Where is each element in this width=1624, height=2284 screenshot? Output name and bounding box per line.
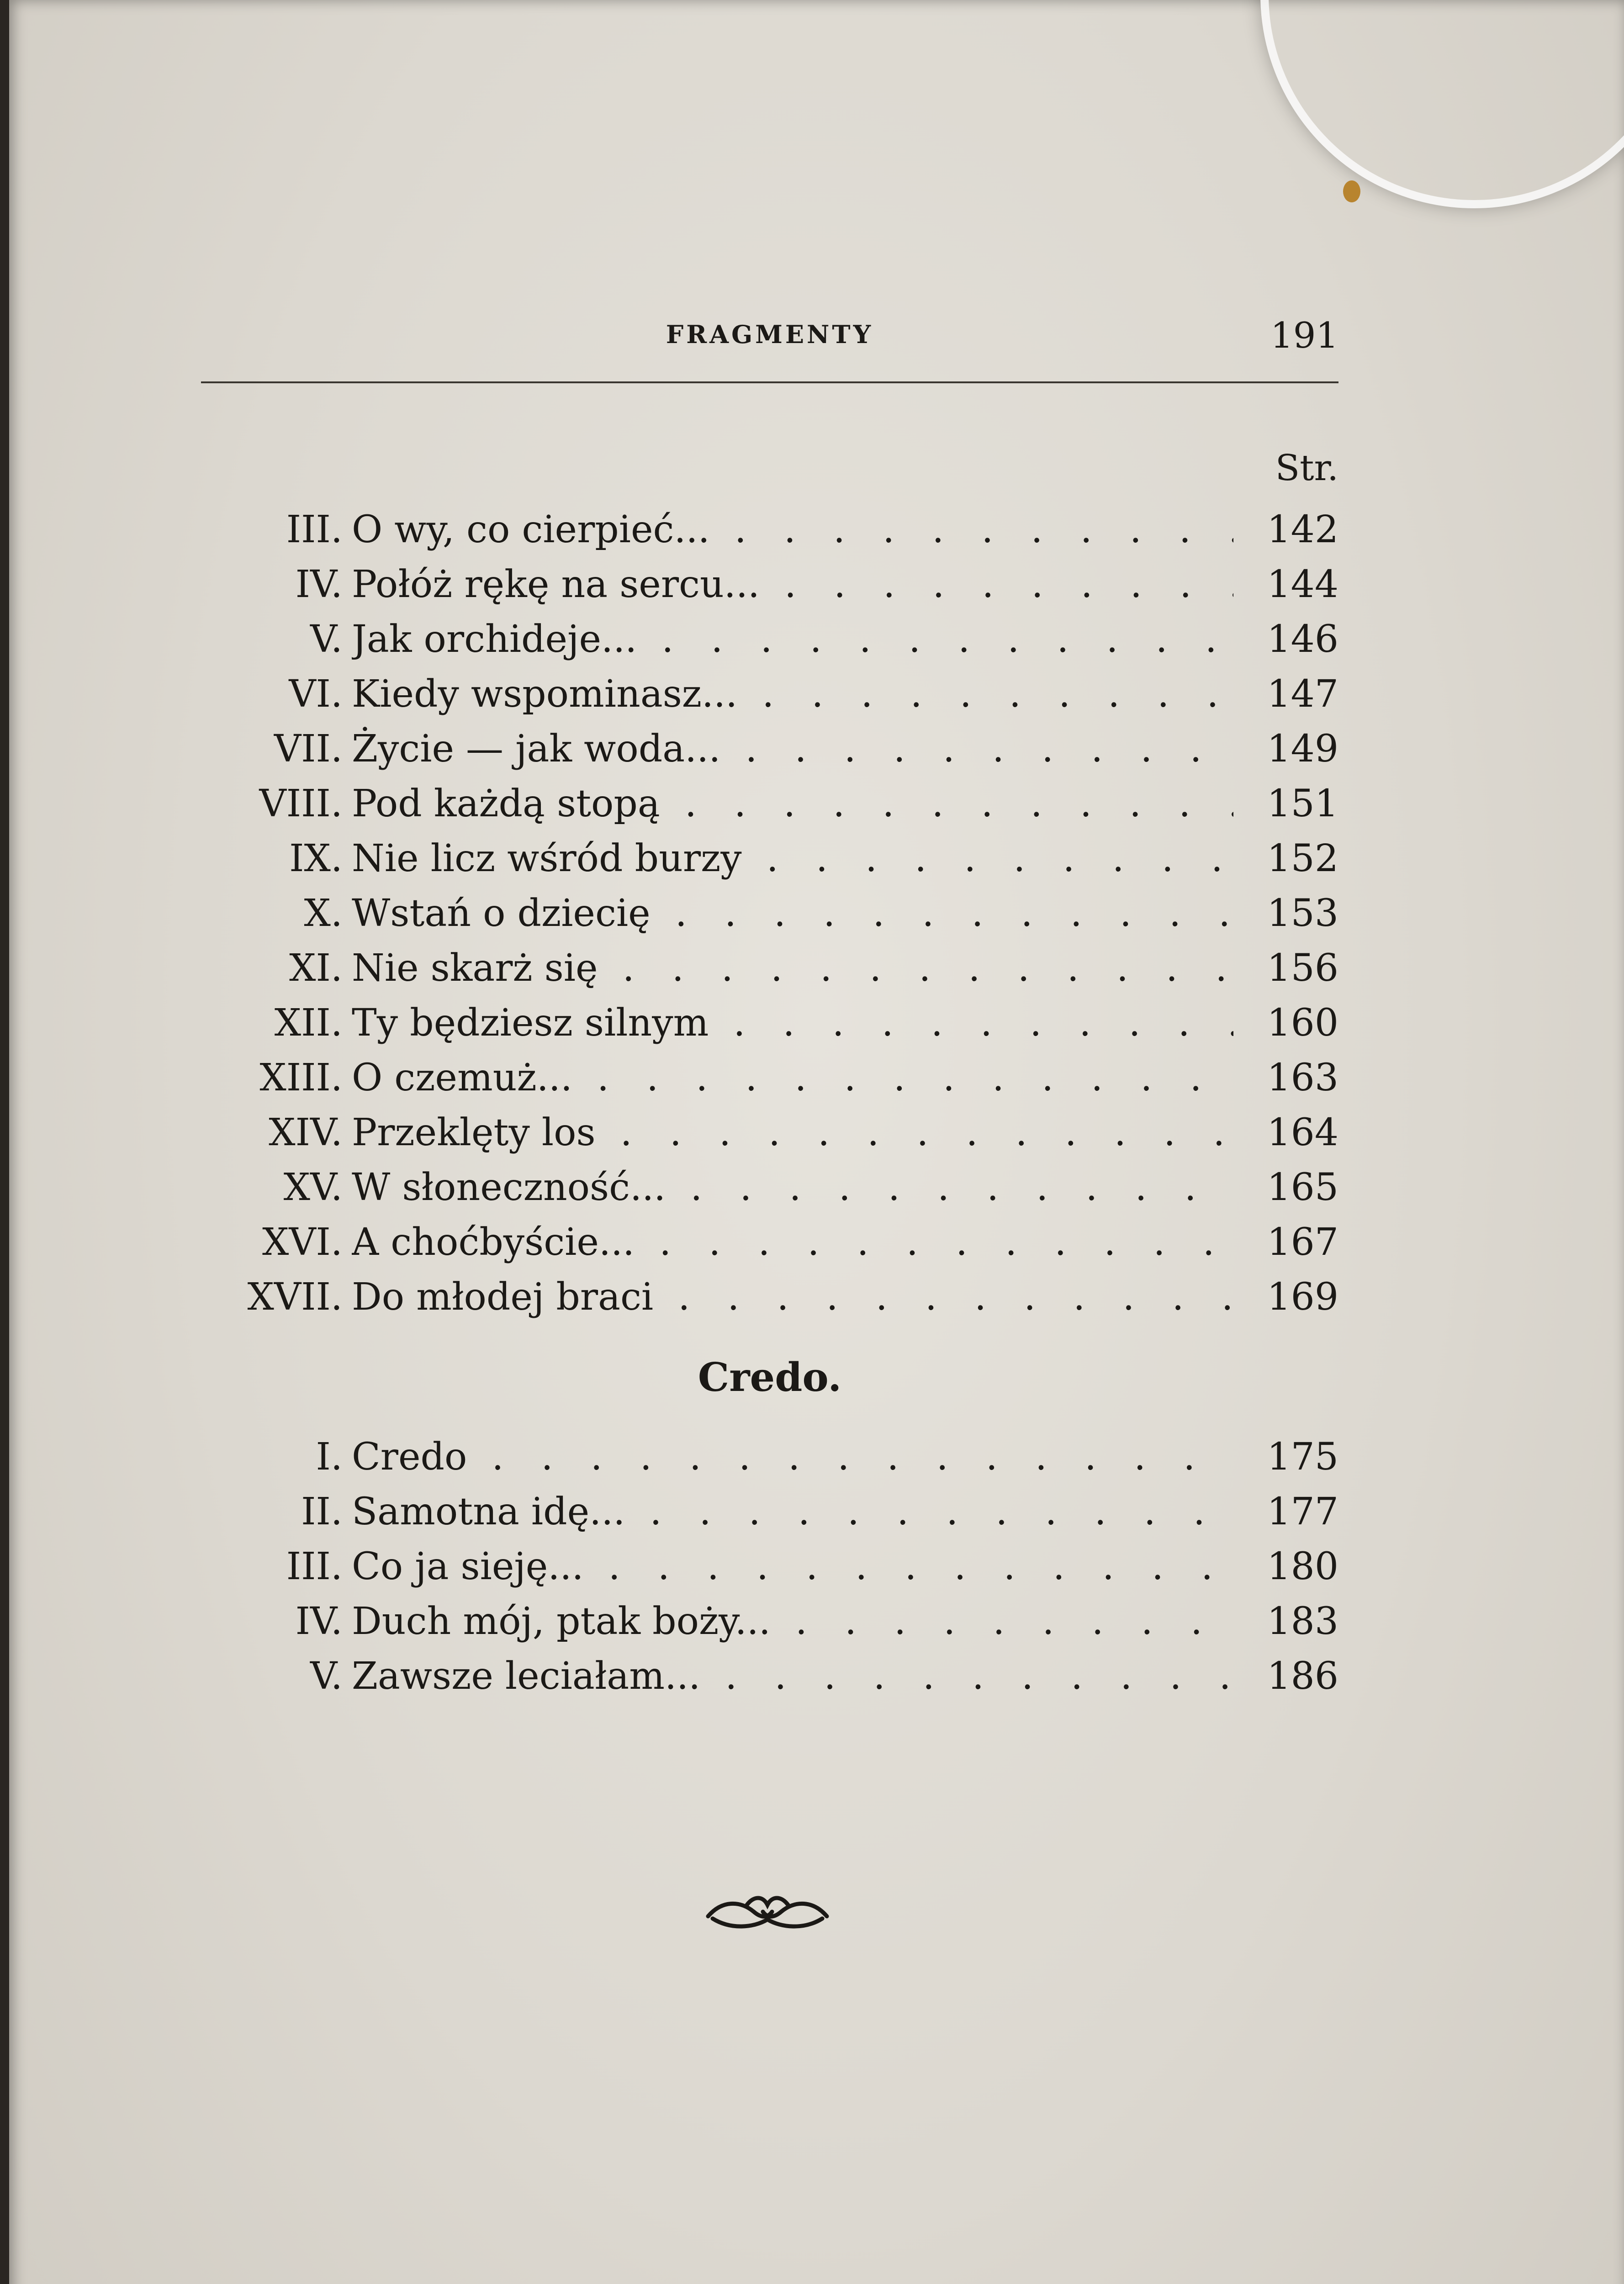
entry-number: VII. xyxy=(274,727,343,771)
entry-number: X. xyxy=(304,892,343,935)
entry-page: 163 xyxy=(1267,1056,1338,1100)
entry-number: V. xyxy=(310,1655,343,1698)
object-edge xyxy=(1260,0,1624,208)
toc-entry xyxy=(201,667,1338,722)
header-rule xyxy=(201,381,1338,383)
toc-entry xyxy=(201,1649,1338,1704)
entry-number: III. xyxy=(286,508,343,551)
toc-entry xyxy=(201,722,1338,777)
entry-title: Zawsze leciałam... . . . xyxy=(352,1649,1233,1704)
entry-number: V. xyxy=(310,618,343,661)
entry-number: VI. xyxy=(289,672,343,716)
entry-title: A choćbyście... . . . xyxy=(352,1215,1233,1270)
entry-title: Samotna idę... . . . xyxy=(352,1485,1233,1539)
entry-number: III. xyxy=(286,1545,343,1588)
toc-entry xyxy=(201,831,1338,886)
entry-page: 153 xyxy=(1267,892,1338,935)
toc-entry xyxy=(201,1594,1338,1649)
entry-title: O wy, co cierpieć... . . . xyxy=(352,502,1233,557)
toc-entry xyxy=(201,557,1338,612)
toc-entry xyxy=(201,1160,1338,1215)
entry-page: 151 xyxy=(1267,782,1338,825)
entry-number: XIV. xyxy=(269,1111,343,1154)
toc-entry xyxy=(201,1270,1338,1325)
entry-title: O czemuż... . . . xyxy=(352,1051,1233,1105)
entry-page: 164 xyxy=(1267,1111,1338,1154)
entry-page: 169 xyxy=(1267,1275,1338,1319)
entry-number: XII. xyxy=(274,1001,343,1045)
entry-title: Jak orchideje... . . . xyxy=(352,612,1233,667)
entry-title: Przeklęty los . . . xyxy=(352,1105,1233,1160)
entry-page: 175 xyxy=(1267,1435,1338,1479)
toc-entry xyxy=(201,1485,1338,1539)
entry-title: Nie skarż się . . . xyxy=(352,941,1233,996)
entry-title: Życie — jak woda... . . . xyxy=(352,722,1233,777)
entry-page: 144 xyxy=(1267,563,1338,606)
entry-title: Credo . . . xyxy=(352,1430,1233,1485)
entry-page: 142 xyxy=(1267,508,1338,551)
entry-number: II. xyxy=(301,1490,343,1533)
entry-number: XVI. xyxy=(262,1221,343,1264)
entry-page: 186 xyxy=(1267,1655,1338,1698)
entry-page: 177 xyxy=(1267,1490,1338,1533)
running-head: FRAGMENTY xyxy=(666,320,874,349)
entry-number: XI. xyxy=(289,946,343,990)
entry-page: 147 xyxy=(1267,672,1338,716)
stain-mark xyxy=(1343,180,1360,202)
entry-title: Ty będziesz silnym . . . xyxy=(352,996,1233,1051)
credo-contents xyxy=(201,1430,1338,1704)
toc-entry xyxy=(201,1539,1338,1594)
entry-title: Nie licz wśród burzy . . . xyxy=(352,831,1233,886)
entry-page: 146 xyxy=(1267,618,1338,661)
entry-number: IV. xyxy=(295,563,343,606)
entry-page: 152 xyxy=(1267,837,1338,880)
entry-number: VIII. xyxy=(259,782,343,825)
entry-number: XIII. xyxy=(259,1056,343,1100)
toc-entry xyxy=(201,886,1338,941)
entry-number: XV. xyxy=(283,1166,343,1209)
entry-number: IX. xyxy=(289,837,343,880)
entry-page: 160 xyxy=(1267,1001,1338,1045)
entry-page: 165 xyxy=(1267,1166,1338,1209)
entry-number: I. xyxy=(316,1435,343,1479)
book-page xyxy=(9,0,1624,2284)
toc-entry xyxy=(201,777,1338,831)
entry-title: Pod każdą stopą . . . xyxy=(352,777,1233,831)
entry-page: 156 xyxy=(1267,946,1338,990)
toc-entry xyxy=(201,941,1338,996)
entry-title: Do młodej braci . . . xyxy=(352,1270,1233,1325)
entry-page: 149 xyxy=(1267,727,1338,771)
entry-title: Duch mój, ptak boży... . . . xyxy=(352,1594,1233,1649)
entry-title: Kiedy wspominasz... . . . xyxy=(352,667,1233,722)
entry-page: 180 xyxy=(1267,1545,1338,1588)
floral-ornament-icon xyxy=(704,1891,831,1934)
toc-entry xyxy=(201,502,1338,557)
toc-entry xyxy=(201,1430,1338,1485)
toc-entry xyxy=(201,1215,1338,1270)
toc-entry xyxy=(201,1051,1338,1105)
entry-page: 167 xyxy=(1267,1221,1338,1264)
entry-title: Co ja sieję... . . . xyxy=(352,1539,1233,1594)
toc-entry xyxy=(201,996,1338,1051)
entry-title: W słoneczność... . . . xyxy=(352,1160,1233,1215)
entry-number: IV. xyxy=(295,1600,343,1643)
entry-number: XVII. xyxy=(247,1275,343,1319)
page-column-label: Str. xyxy=(1275,448,1338,489)
table-of-contents xyxy=(201,502,1338,1325)
entry-title: Wstań o dziecię . . . xyxy=(352,886,1233,941)
section-heading: Credo. xyxy=(698,1354,842,1401)
toc-entry xyxy=(201,1105,1338,1160)
entry-title: Połóż rękę na sercu... . . . xyxy=(352,557,1233,612)
page-number: 191 xyxy=(1270,315,1338,356)
toc-entry xyxy=(201,612,1338,667)
page-header xyxy=(201,311,1338,361)
entry-page: 183 xyxy=(1267,1600,1338,1643)
